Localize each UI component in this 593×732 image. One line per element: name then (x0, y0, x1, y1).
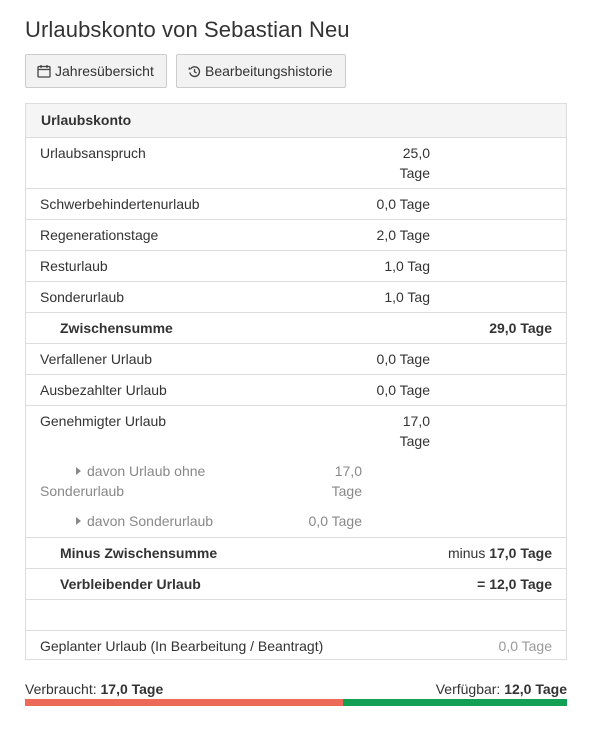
value-number: 17,0 (402, 413, 430, 429)
value-number: 25,0 (402, 145, 430, 161)
value-unit: Tage (399, 165, 430, 181)
row-label: Zwischensumme (60, 320, 173, 336)
sub-label-line1: davon Urlaub ohne (87, 463, 206, 479)
row-total-value: 29,0 Tage (489, 320, 552, 336)
value-number: 17,0 (334, 463, 362, 479)
row-value (400, 143, 430, 183)
row-entitlement (26, 138, 566, 189)
row-value: 0,0 Tage (376, 196, 430, 212)
vacation-account-panel (25, 103, 567, 660)
caret-right-icon (76, 467, 81, 475)
sub-label-line2: Sonderurlaub (40, 483, 125, 499)
row-label: Schwerbehindertenurlaub (40, 196, 200, 212)
value-amount: 12,0 Tage (489, 576, 552, 592)
sub-label: davon Sonderurlaub (87, 513, 214, 529)
row-total-value (448, 545, 552, 562)
year-overview-label: Jahresübersicht (55, 63, 154, 79)
row-remaining-vacation (26, 569, 566, 600)
row-planned (26, 631, 566, 662)
year-overview-button[interactable] (25, 54, 167, 88)
caret-right-icon (76, 517, 81, 525)
calendar-icon (37, 64, 51, 78)
row-disabled (26, 189, 566, 220)
row-approved (26, 406, 566, 538)
row-paid-out (26, 375, 566, 406)
available-label: Verfügbar: (435, 681, 501, 697)
used-value: 17,0 Tage (100, 681, 164, 697)
row-special (26, 282, 566, 313)
used-label: Verbraucht: (25, 681, 97, 697)
row-expired (26, 344, 566, 375)
sub-row-label[interactable] (40, 461, 205, 501)
row-value: 1,0 Tag (384, 258, 430, 274)
sub-row-label-special[interactable] (76, 511, 213, 531)
row-value: 0,0 Tage (498, 638, 552, 654)
row-remaining (26, 251, 566, 282)
available-summary (436, 681, 567, 697)
row-value (400, 411, 430, 451)
value-unit: Tage (331, 483, 362, 499)
history-icon (188, 65, 201, 78)
value-unit: Tage (399, 433, 430, 449)
panel-heading: Urlaubskonto (26, 104, 566, 138)
row-regeneration (26, 220, 566, 251)
row-value: 0,0 Tage (376, 382, 430, 398)
sub-row-value (332, 461, 362, 501)
row-subtotal (26, 313, 566, 344)
history-label: Bearbeitungshistorie (205, 63, 333, 79)
available-value: 12,0 Tage (504, 681, 567, 697)
page-title: Urlaubskonto von Sebastian Neu (25, 17, 350, 42)
row-label: Urlaubsanspruch (40, 145, 146, 161)
row-value: 1,0 Tag (384, 289, 430, 305)
row-label: Regenerationstage (40, 227, 159, 243)
row-label: Verbleibender Urlaub (60, 576, 201, 592)
used-summary (25, 681, 163, 697)
row-value: 0,0 Tage (376, 351, 430, 367)
value-prefix: = (477, 576, 486, 592)
row-label: Minus Zwischensumme (60, 545, 218, 561)
row-label: Ausbezahlter Urlaub (40, 382, 167, 398)
row-spacer (26, 600, 566, 631)
row-minus-subtotal (26, 538, 566, 569)
value-prefix: minus (447, 545, 486, 561)
value-amount: 17,0 Tage (489, 545, 552, 561)
row-value: 2,0 Tage (376, 227, 430, 243)
row-label: Resturlaub (40, 258, 108, 274)
history-button[interactable] (176, 54, 346, 88)
row-label: Genehmigter Urlaub (40, 413, 167, 429)
used-bar-segment (25, 699, 343, 706)
available-bar-segment (343, 699, 567, 706)
sub-row-value: 0,0 Tage (308, 513, 362, 529)
usage-progress-bar (25, 699, 567, 706)
row-label: Sonderurlaub (40, 289, 125, 305)
row-label: Verfallener Urlaub (40, 351, 153, 367)
row-total-value (477, 576, 552, 593)
row-label: Geplanter Urlaub (In Bearbeitung / Beantragt) (40, 638, 324, 654)
